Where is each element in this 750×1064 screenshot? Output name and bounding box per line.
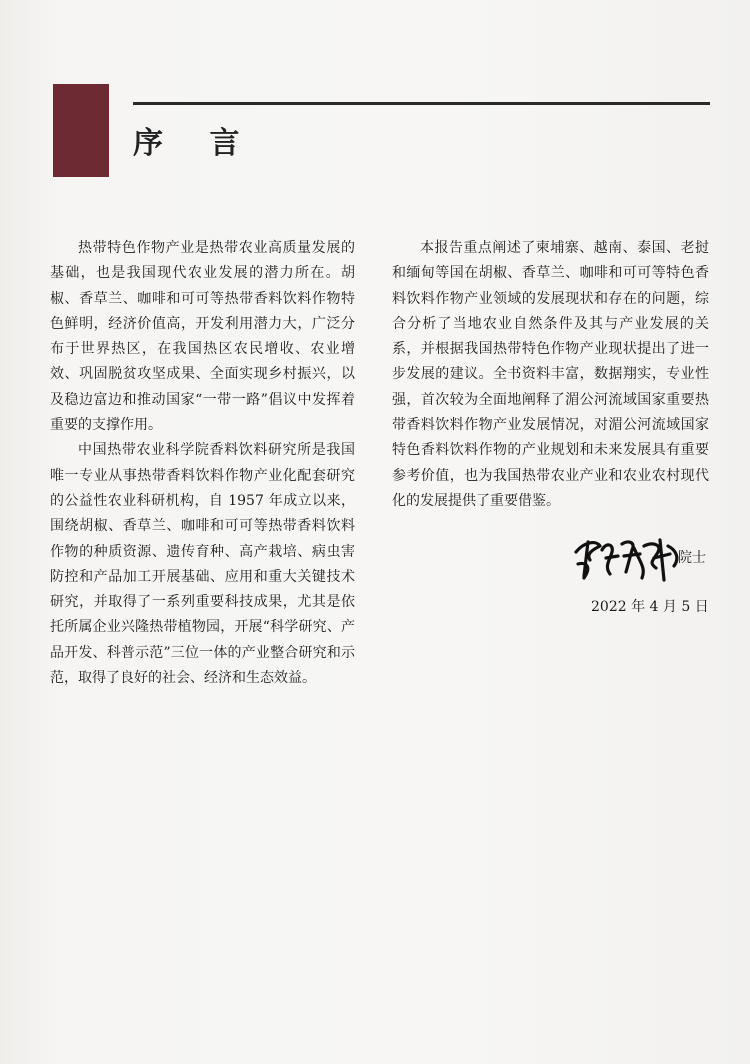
left-column <box>50 236 355 691</box>
paragraph: 本报告重点阐述了柬埔寨、越南、泰国、老挝和缅甸等国在胡椒、香草兰、咖啡和可可等特色香料饮料作物产业领域的发展现状和存在的问题，综合分析了当地农业自然条件及其与产业发展的关系，并根据我国热带特色作物产业现状提出了进一步发展的建议。全书资料丰富，数据翔实，专业性强，首次较为全面地阐释了湄公河流域国家重要热带香料饮料作物产业发展情况，对湄公河流域国家特色香料饮料作物的产业规划和未来发展具有重要参考价值，也为我国热带农业产业和农业农村现代化的发展提供了重要借鉴。 <box>392 240 709 509</box>
signoff-date: 2022 年 4 月 5 日 <box>591 599 709 615</box>
handwritten-signature <box>570 532 688 590</box>
paragraph: 中国热带农业科学院香料饮料研究所是我国唯一专业从事热带香料饮料作物产业化配套研究的公益性农业科研机构，自 1957 年成立以来，围绕胡椒、香草兰、咖啡和可可等热带香料饮料作物的种质资源、遗传育种、高产栽培、病虫害防控和产品加工开展基础、应用和重大关键技术研究，并取得了一系列重要科技成果，尤其是依托所属企业兴隆热带植物园，开展“科学研究、产品开发、科普示范”三位一体的产业整合研究和示范，取得了良好的社会、经济和生态效益。 <box>50 442 355 687</box>
chapter-accent-block <box>53 84 109 177</box>
signature-title: 院士 <box>678 550 706 566</box>
title-rule <box>133 102 710 105</box>
page-title: 序 言 <box>133 126 258 161</box>
paragraph: 热带特色作物产业是热带农业高质量发展的基础，也是我国现代农业发展的潜力所在。胡椒、香草兰、咖啡和可可等热带香料饮料作物特色鲜明，经济价值高，开发利用潜力大，广泛分布于世界热区，在我国热区农民增收、农业增效、巩固脱贫攻坚成果、全面实现乡村振兴，以及稳边富边和推动国家“一带一路”倡议中发挥着重要的支撑作用。 <box>50 240 355 434</box>
right-column <box>392 236 709 514</box>
